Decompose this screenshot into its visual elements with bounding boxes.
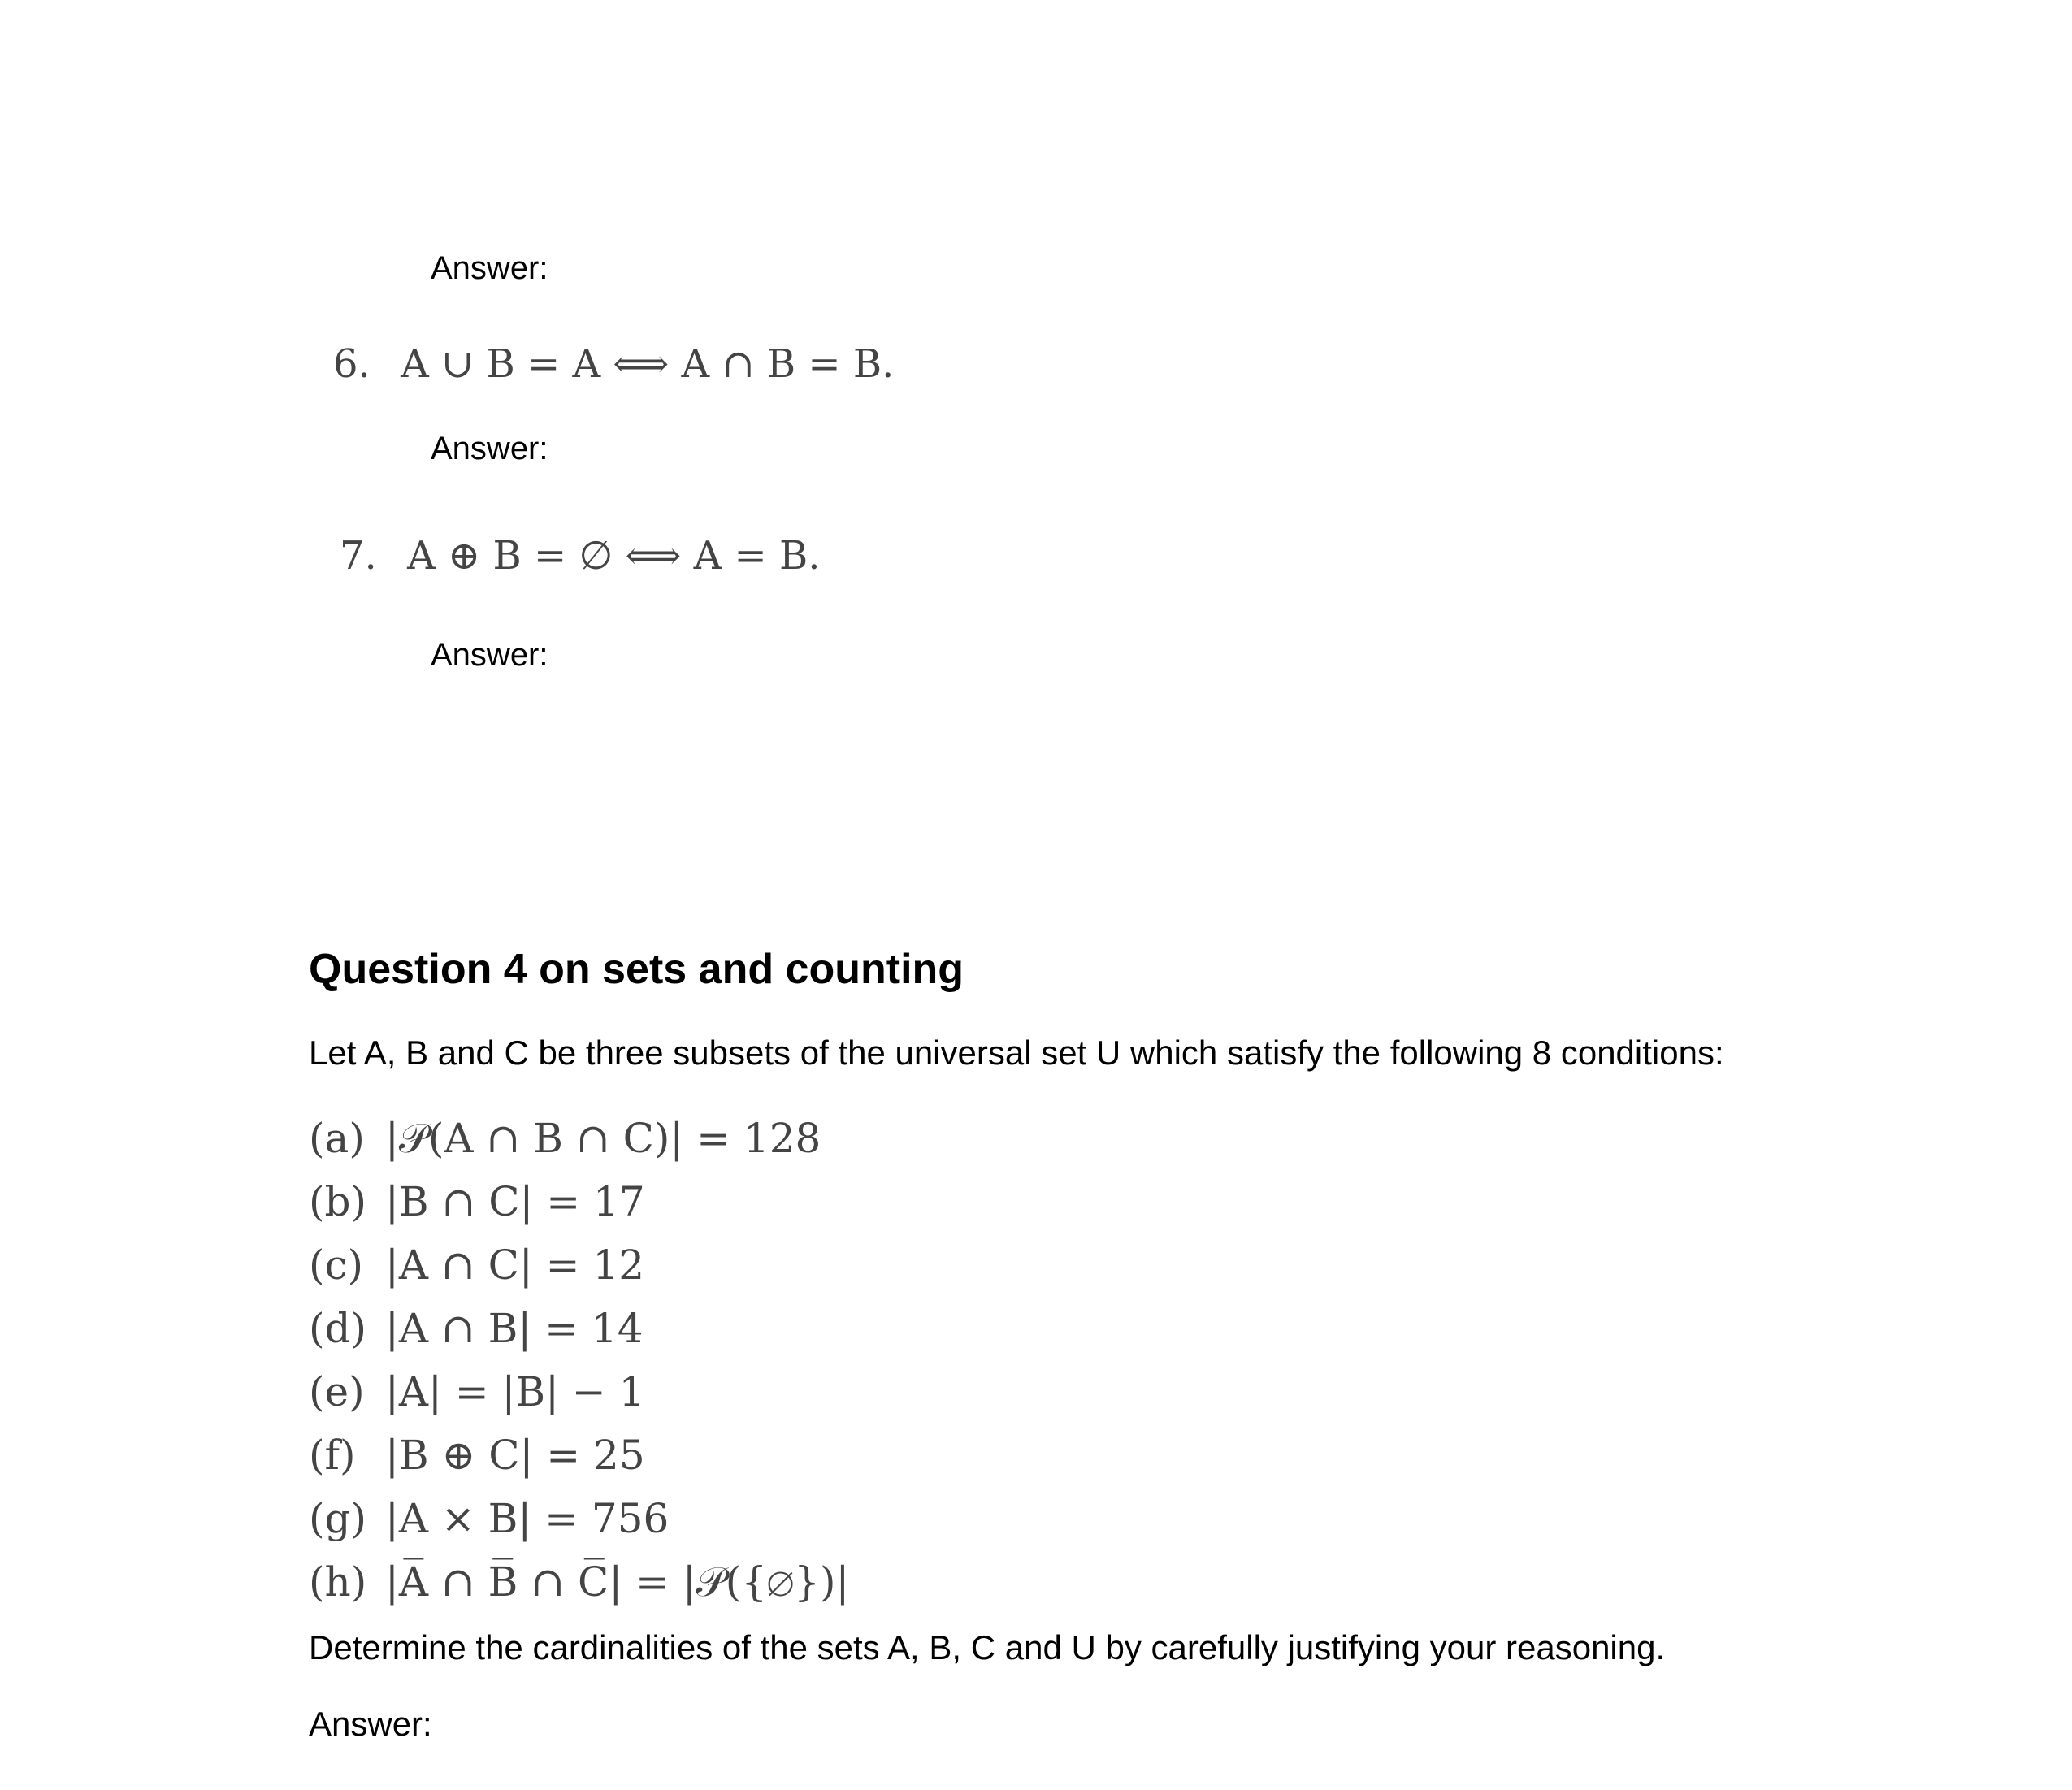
condition-label: (g) (309, 1495, 367, 1542)
condition-label: (b) (309, 1178, 367, 1225)
answer-label: Answer: (431, 250, 548, 286)
condition-expression: |A ∩ C| = 12 (385, 1242, 645, 1289)
statement-7 (340, 533, 821, 579)
condition-c (309, 1233, 849, 1297)
conditions-list (309, 1107, 849, 1614)
condition-label: (e) (309, 1368, 365, 1415)
statement-expression: A ∪ B = A ⟺ A ∩ B = B. (401, 341, 895, 387)
statement-6 (333, 341, 894, 387)
condition-expression: |A ∩ B| = 14 (385, 1305, 644, 1352)
answer-label: Answer: (431, 637, 548, 673)
answer-label: Answer: (431, 431, 548, 466)
condition-d (309, 1297, 849, 1360)
condition-label: (c) (309, 1242, 364, 1289)
question-task: Determine the cardinalities of the sets A, B, C and U by carefully justifying your reasoning. (309, 1628, 1666, 1666)
condition-h (309, 1550, 849, 1614)
question-title: Question 4 on sets and counting (309, 946, 964, 993)
condition-e (309, 1360, 849, 1424)
condition-a (309, 1107, 849, 1170)
condition-expression: |A × B| = 756 (385, 1495, 670, 1542)
condition-expression: |A| = |B| − 1 (385, 1368, 645, 1415)
question-answer-label: Answer: (309, 1705, 432, 1743)
condition-label: (a) (309, 1115, 365, 1162)
condition-expression: |B ⊕ C| = 25 (385, 1432, 645, 1479)
condition-label: (d) (309, 1305, 367, 1352)
statement-number: 6. (333, 341, 371, 387)
statement-number: 7. (340, 533, 377, 579)
condition-expression: |A̅ ∩ B̅ ∩ C̅| = |𝒫({∅})| (385, 1558, 850, 1606)
condition-label: (h) (309, 1558, 367, 1606)
statement-expression: A ⊕ B = ∅ ⟺ A = B. (407, 533, 821, 579)
condition-expression: |𝒫(A ∩ B ∩ C)| = 128 (385, 1115, 821, 1162)
condition-label: (f) (309, 1432, 356, 1479)
condition-g (309, 1487, 849, 1550)
condition-b (309, 1170, 849, 1233)
condition-expression: |B ∩ C| = 17 (385, 1178, 645, 1225)
question-intro: Let A, B and C be three subsets of the universal set U which satisfy the following 8 conditions: (309, 1034, 1724, 1072)
condition-f (309, 1424, 849, 1487)
